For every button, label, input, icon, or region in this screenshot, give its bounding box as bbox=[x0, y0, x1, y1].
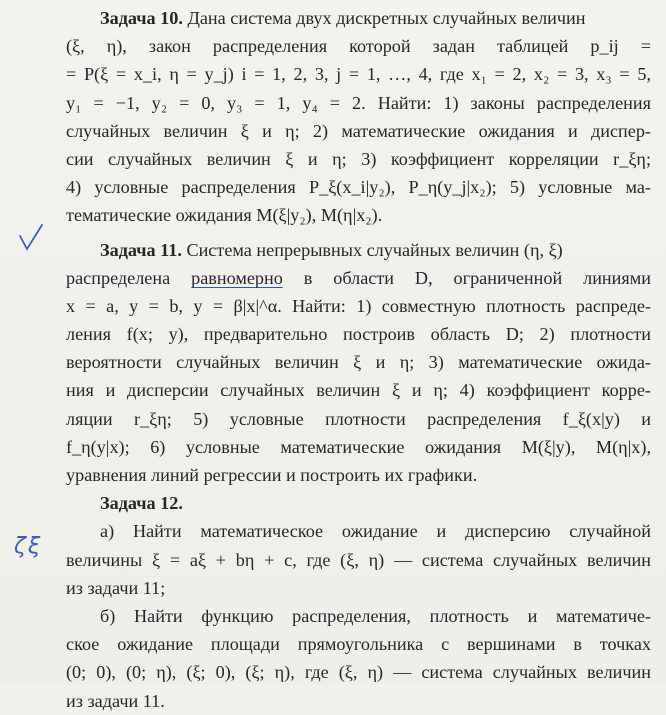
problem-heading: Задача 10. bbox=[100, 8, 183, 28]
problem-line: x = a, y = b, y = β|x|^α. Найти: 1) совместную плотность распреде- bbox=[66, 295, 651, 316]
margin-note-xi: ζξ bbox=[14, 534, 43, 559]
underlined-word: равномерно bbox=[191, 267, 283, 288]
problem-line: сии случайных величин ξ и η; 3) коэффициент корреляции r_ξη; bbox=[66, 148, 651, 169]
problem-line: из задачи 11; bbox=[66, 577, 166, 598]
problem-line bbox=[66, 264, 651, 292]
problem-heading: Задача 12. bbox=[100, 493, 183, 514]
problem-line: из задачи 11. bbox=[66, 690, 165, 711]
problem-line: (ξ, η), закон распределения которой задан таблицей p_ij = bbox=[66, 36, 651, 57]
problem-line: (0; 0), (0; η), (ξ; 0), (ξ; η), где (ξ, η) — система случайных величин bbox=[66, 662, 651, 683]
problem-line: ское ожидание площади прямоугольника с вершинами в точках bbox=[66, 634, 651, 655]
problem-line: = P(ξ = x_i, η = y_j) i = 1, 2, 3, j = 1, …, 4, где x₁ = 2, x₂ = 3, x₃ = 5, bbox=[66, 64, 651, 85]
document-body bbox=[66, 0, 651, 715]
problem-line: ляции r_ξη; 5) условные плотности распределения f_ξ(x|y) и bbox=[66, 408, 651, 429]
checkmark-icon bbox=[14, 222, 48, 260]
problem-line: случайных величин ξ и η; 2) математические ожидания и диспер- bbox=[66, 120, 651, 141]
problem-11 bbox=[66, 236, 651, 490]
problem-line: б) Найти функцию распределения, плотность и математиче- bbox=[100, 605, 651, 626]
problem-line: Задача 10. Дана система двух дискретных случайных величин bbox=[100, 8, 586, 28]
problem-heading: Задача 11. bbox=[100, 239, 182, 260]
problem-line: ления f(x; y), предварительно построив область D; 2) плотности bbox=[66, 324, 651, 345]
problem-line: y₁ = −1, y₂ = 0, y₃ = 1, y₄ = 2. Найти: 1) законы распределения bbox=[66, 92, 651, 113]
problem-line: Задача 11. Система непрерывных случайных величин (η, ξ) bbox=[100, 239, 563, 260]
problem-line: величины ξ = aξ + bη + c, где (ξ, η) — система случайных величин bbox=[66, 549, 651, 570]
problem-line: f_η(y|x); 6) условные математические ожидания M(ξ|y), M(η|x), bbox=[66, 436, 651, 457]
problem-line: уравнения линий регрессии и построить их графики. bbox=[66, 465, 478, 485]
problem-line: ния и дисперсии случайных величин ξ и η; 4) коэффициент корре- bbox=[66, 380, 651, 401]
problem-12 bbox=[66, 489, 651, 715]
problem-line: а) Найти математическое ожидание и дисперсию случайной bbox=[100, 521, 651, 542]
underlined-text: распределена равномерно в области D, ограниченной линиями bbox=[66, 267, 651, 288]
problem-line: вероятности случайных величин ξ и η; 3) математические ожида- bbox=[66, 352, 651, 373]
problem-line: 4) условные распределения P_ξ(x_i|y₂), P_η(y_j|x₂); 5) условные ма- bbox=[66, 177, 651, 198]
problem-line: тематические ожидания M(ξ|y₂), M(η|x₂). bbox=[66, 205, 383, 226]
problem-10 bbox=[66, 4, 651, 230]
